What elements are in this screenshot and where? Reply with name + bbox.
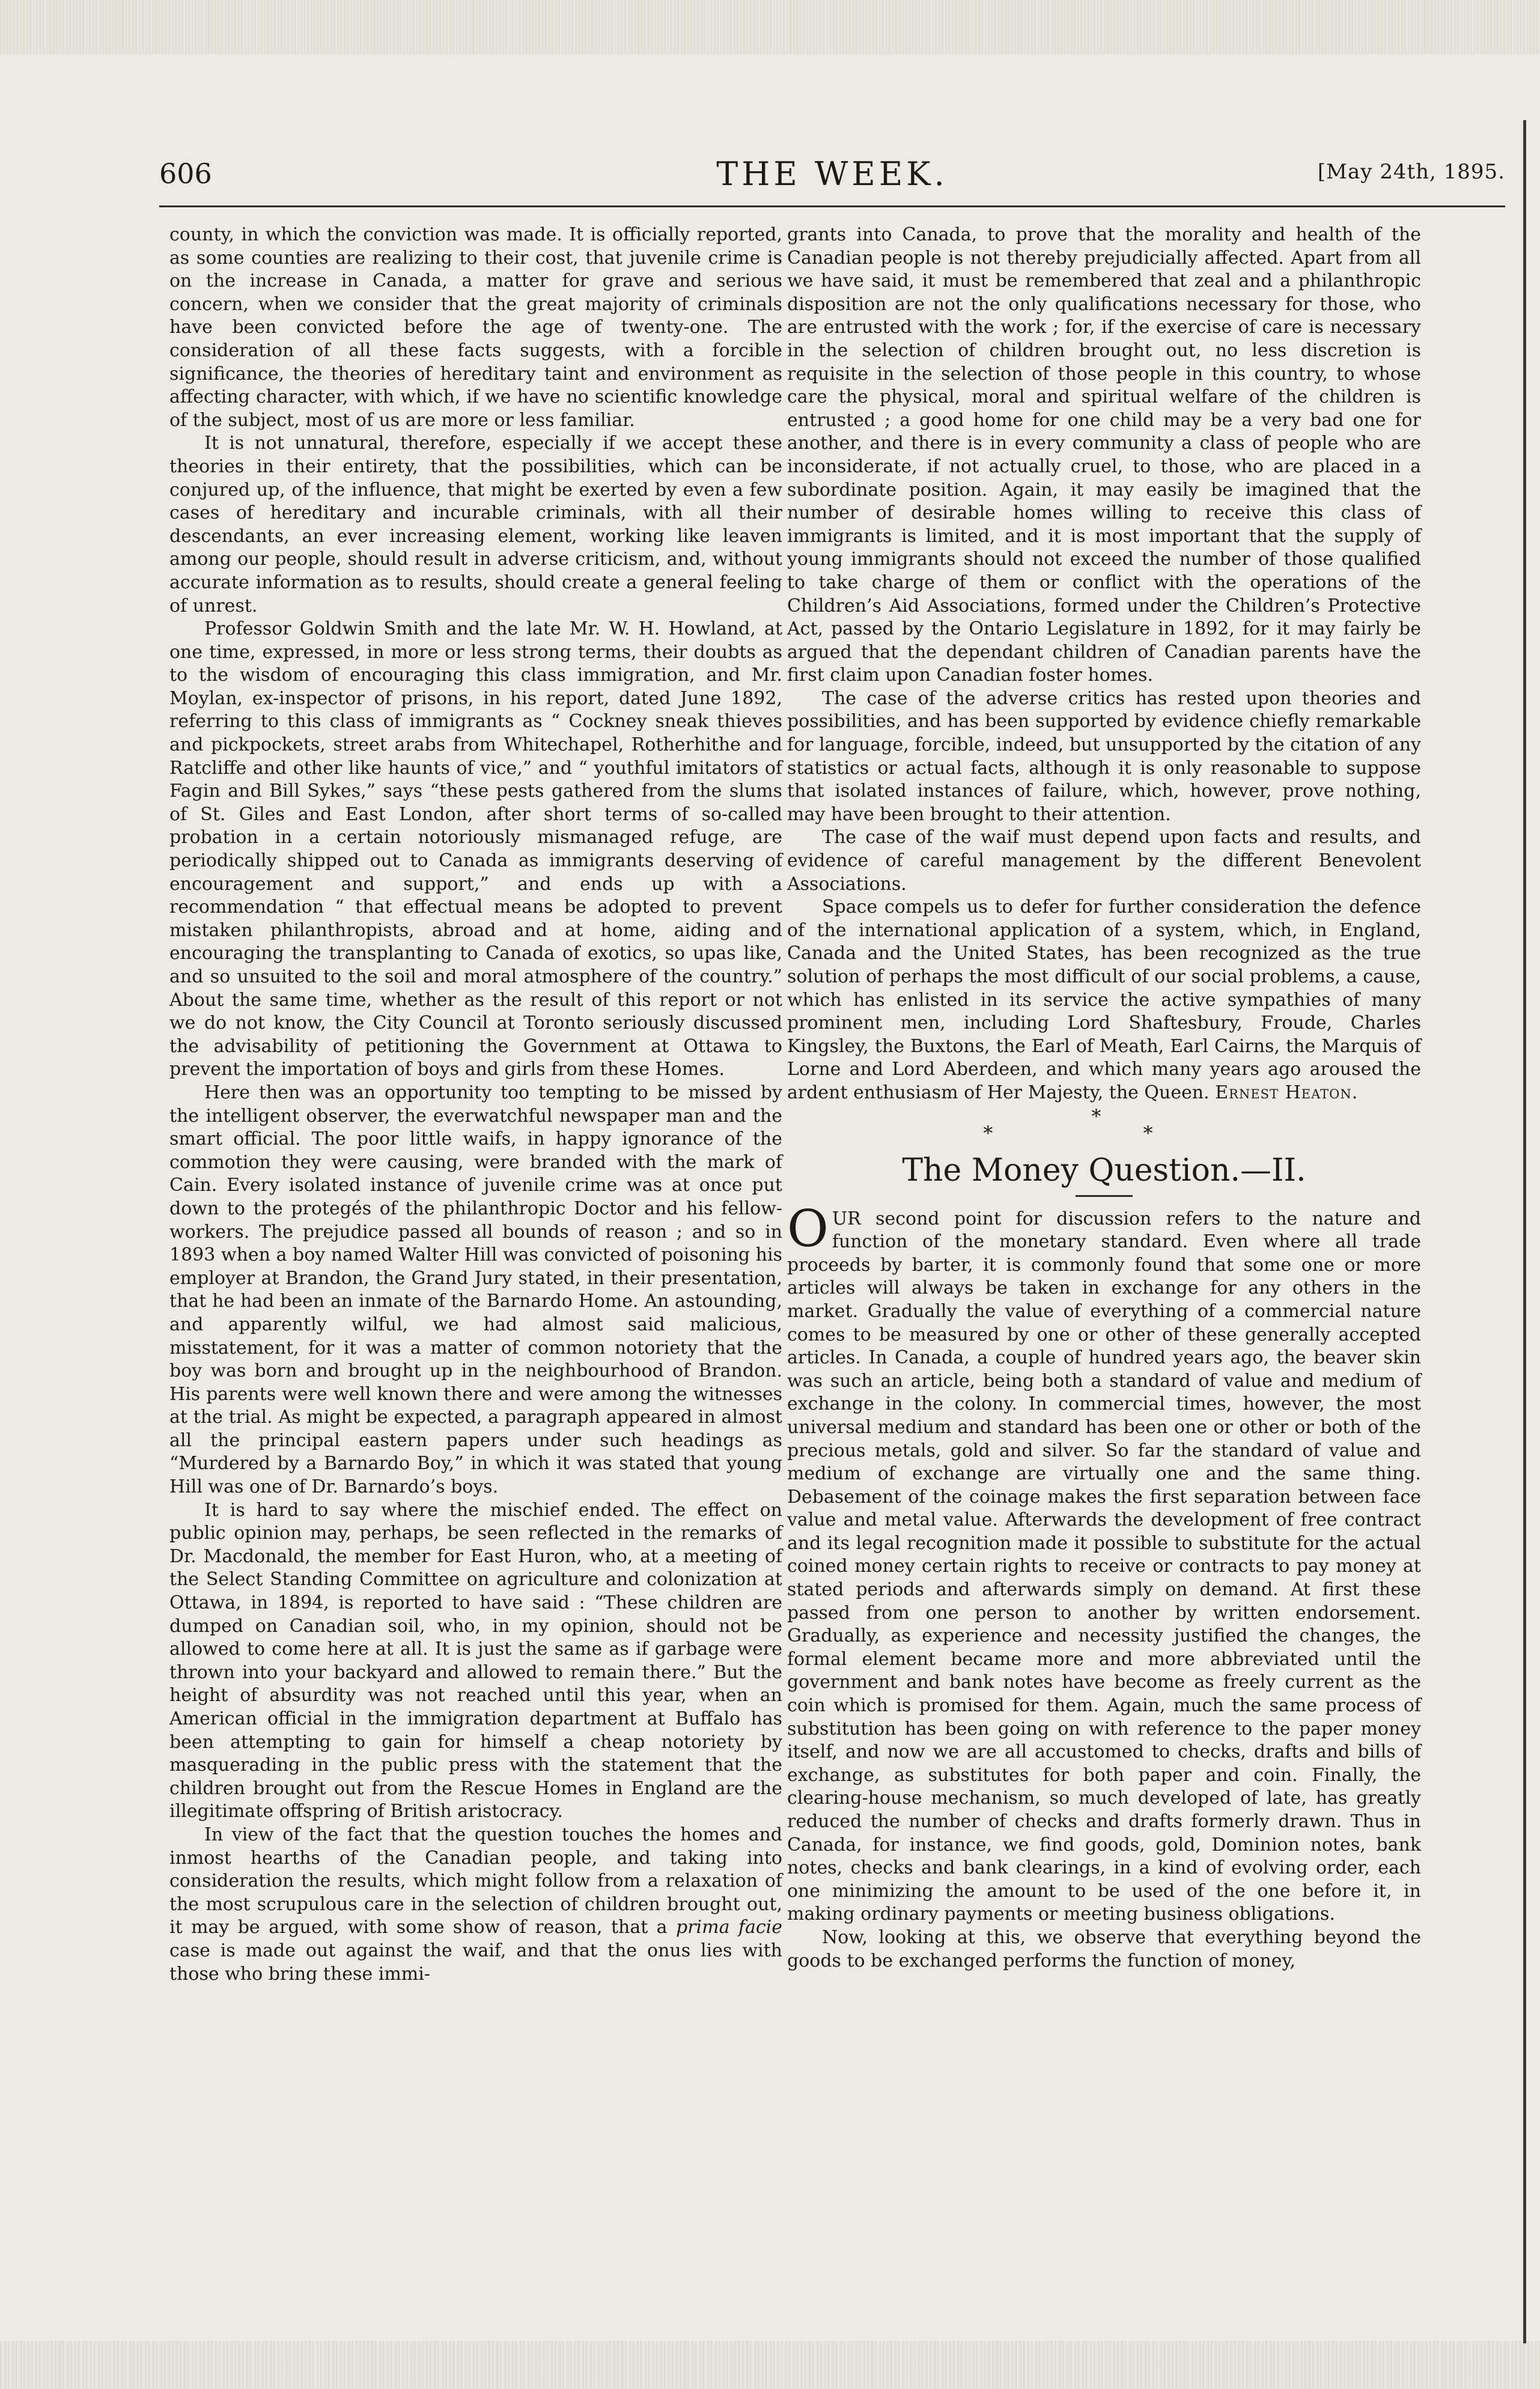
paragraph (169, 1824, 782, 1986)
section-separator: * * (983, 1121, 1225, 1145)
journal-title: THE WEEK. (716, 155, 948, 193)
paragraph: Professor Goldwin Smith and the late Mr. W. H. Howland, at one time, expressed, in more or less strong terms, their doubts as to the wisdom of encouraging this class immigration, and Mr. Moylan, ex-inspector of prisons, in his report, dated June 1892, referring to this class of immigrants as “ Cockney sneak thieves and pickpockets, street arabs from Whitechapel, Rotherhithe and Ratcliffe and other like haunts of vice,” and “ youthful imitators of Fagin and Bill Sykes,” says “these pests gathered from the slums of St. Giles and East London, after short terms of so-called probation in a certain notoriously mismanaged refuge, are periodically shipped out to Canada as immigrants deserving of encouragement and support,” and ends up with a recommendation “ that effectual means be adopted to prevent mistaken philanthropists, abroad and at home, aiding and encouraging the transplanting to Canada of exotics, so upas like, and so unsuited to the soil and moral atmosphere of the country.” About the same time, whether as the result of this report or not we do not know, the City Council at Toronto seriously discussed the advisability of petitioning the Government at Ottawa to prevent the importation of boys and girls from these Homes. (169, 618, 782, 1080)
text-run: case is made out against the waif, and that the onus lies with those who bring these immi- (169, 1940, 782, 1985)
paragraph: county, in which the conviction was made. It is officially reported, as some counties are realizing to their cost, that juvenile crime is on the increase in Canada, a matter for grave and serious concern, when we consider that the great majority of criminals have been convicted before the age of twenty-one. The consideration of all these facts suggests, with a forcible significance, the theories of hereditary taint and environment as affecting character, with which, if we have no scientific knowledge of the subject, most of us are more or less familiar. (169, 224, 782, 431)
issue-date: [May 24th, 1895. (1317, 160, 1505, 184)
page-number: 606 (159, 157, 212, 190)
italic-phrase: prima facie (675, 1917, 782, 1938)
section-separator: * (1091, 1104, 1117, 1128)
article-title: The Money Question.—II. (902, 1152, 1306, 1188)
text-run: UR second point for discussion refers to the nature and function of the monetary standard. Even where all trade proceeds by barter, it is commonly found that some one or more articles will always be taken in exchange for any others in the market. Gradually the value of everything of a commercial nature comes to be measured by one or other of these generally accepted articles. In Canada, a couple of hundred years ago, the beaver skin was such an article, being both a standard of value and medium of exchange in the colony. In commercial times, however, the most universal medium and standard has been one or other or both of the precious metals, gold and silver. So far the standard of value and medium of exchange are virtually one and the same thing. Debasement of the coinage makes the first separation between face value and metal value. Afterwards the development of free contract and its legal recognition made it possible to substitute for the actual coined money certain rights to receive or contracts to pay money at stated periods and afterwards simply on demand. At first these passed from one person to another by written endorsement. Gradually, as experience and necessity justified the changes, the formal element became more and more abbreviated until the government and bank notes have become as freely current as the coin which is promised for them. Again, much the same process of substitution has been going on with reference to the paper money itself, and now we are all accustomed to checks, drafts and bills of exchange, as substitutes for both paper and coin. Finally, the clearing-house mechanism, so much developed of late, has greatly reduced the number of checks and drafts formerly drawn. Thus in Canada, for instance, we find goods, gold, Dominion notes, bank notes, checks and bank clearings, in a kind of evolving order, each one minimizing the amount to be used of the one before it, in making ordinary payments or meeting business obligations. (787, 1208, 1421, 1925)
paragraph: It is not unnatural, therefore, especially if we accept these theories in their entirety, that the possibilities, which can be conjured up, of the influence, that might be exerted by even a few cases of hereditary and incurable criminals, with all their descendants, an ever increasing element, working like leaven among our people, should result in adverse criticism, and, without accurate information as to results, should create a general feeling of unrest. (169, 433, 782, 616)
right-column (787, 224, 1421, 1973)
binding-edge-line (1523, 120, 1526, 2343)
text-run: In view of the fact that the question touches the homes and inmost hearths of the Canadian people, and taking into consideration the results, which might follow from a relaxation of the most scrupulous care in the selection of children brought out, it may be argued, with some show of reason, that a (169, 1824, 782, 1938)
paragraph: The case of the waif must depend upon facts and results, and evidence of careful management by the different Benevolent Associations. (787, 827, 1421, 895)
page-header (159, 157, 1505, 205)
scan-edge-top (0, 0, 1540, 54)
author-signature: Ernest Heaton. (1215, 1082, 1359, 1103)
header-rule (159, 205, 1505, 207)
paragraph: It is hard to say where the mischief ended. The effect on public opinion may, perhaps, be seen reflected in the remarks of Dr. Macdonald, the member for East Huron, who, at a meeting of the Select Standing Committee on agriculture and colonization at Ottawa, in 1894, is reported to have said : “These children are dumped on Canadian soil, who, in my opinion, should not be allowed to come here at all. It is just the same as if garbage were thrown into your backyard and allowed to remain there.” But the height of absurdity was not reached until this year, when an American official in the immigration department at Buffalo has been attempting to gain for himself a cheap notoriety by masquerading in the public press with the statement that the children brought out from the Rescue Homes in England are the illegitimate offspring of British aristocracy. (169, 1499, 782, 1822)
text-run: Space compels us to defer for further consideration the defence of the international application of a system, which, in England, Canada and the United States, has been recognized as the true solution of perhaps the most difficult of our social problems, a cause, which has enlisted in its service the active sympathies of many prominent men, including Lord Shaftesbury, Froude, Charles Kingsley, the Buxtons, the Earl of Meath, Earl Cairns, the Marquis of Lorne and Lord Aberdeen, and which many years ago aroused the ardent enthusiasm of Her Majesty, the Queen. (787, 896, 1421, 1103)
paragraph: grants into Canada, to prove that the morality and health of the Canadian people is not thereby prejudicially affected. Apart from all we have said, it must be remembered that zeal and a philanthropic disposition are not the only qualifications necessary for those, who are entrusted with the work ; for, if the exercise of care is necessary in the selection of children brought out, no less discretion is requisite in the selection of those people in this country, to whose care the physical, moral and spiritual welfare of the children is entrusted ; a good home for one child may be a very bad one for another, and there is in every community a class of people who are inconsiderate, if not actually cruel, to those, who are placed in a subordinate position. Again, it may easily be imagined that the number of desirable homes willing to receive this class of immigrants is limited, and it is most important that the supply of young immigrants should not exceed the number of those qualified to take charge of them or conflict with the operations of the Children’s Aid Associations, formed under the Children’s Protective Act, passed by the Ontario Legislature in 1892, for it may fairly be argued that the dependant children of Canadian parents have the first claim upon Canadian foster homes. (787, 224, 1421, 686)
title-rule (1076, 1195, 1133, 1197)
left-column (169, 224, 782, 1986)
scan-edge-bottom (0, 2341, 1540, 2389)
drop-cap: O (787, 1199, 829, 1258)
paragraph (787, 1199, 1421, 1926)
paragraph: The case of the adverse critics has rested upon theories and possibilities, and has been supported by evidence chiefly remarkable for language, forcible, indeed, but unsupported by the citation of any statistics or actual facts, although it is only reasonable to suppose that isolated instances of failure, which, however, prove nothing, may have been brought to their attention. (787, 687, 1421, 825)
paragraph: Here then was an opportunity too tempting to be missed by the intelligent observer, the everwatchful newspaper man and the smart official. The poor little waifs, in happy ignorance of the commotion they were causing, were branded with the mark of Cain. Every isolated instance of juvenile crime was at once put down to the protegés of the philanthropic Doctor and his fellow-workers. The prejudice passed all bounds of reason ; and so in 1893 when a boy named Walter Hill was convicted of poisoning his employer at Brandon, the Grand Jury stated, in their presentation, that he had been an inmate of the Barnardo Home. An astounding, and apparently wilful, we had almost said malicious, misstatement, for it was a matter of common notoriety that the boy was born and brought up in the neighbourhood of Brandon. His parents were well known there and were among the witnesses at the trial. As might be expected, a paragraph appeared in almost all the principal eastern papers under such headings as “Murdered by a Barnardo Boy,” in which it was stated that young Hill was one of Dr. Barnardo’s boys. (169, 1082, 782, 1498)
paragraph (787, 896, 1421, 1104)
paragraph: Now, looking at this, we observe that everything beyond the goods to be exchanged performs the function of money, (787, 1926, 1421, 1971)
